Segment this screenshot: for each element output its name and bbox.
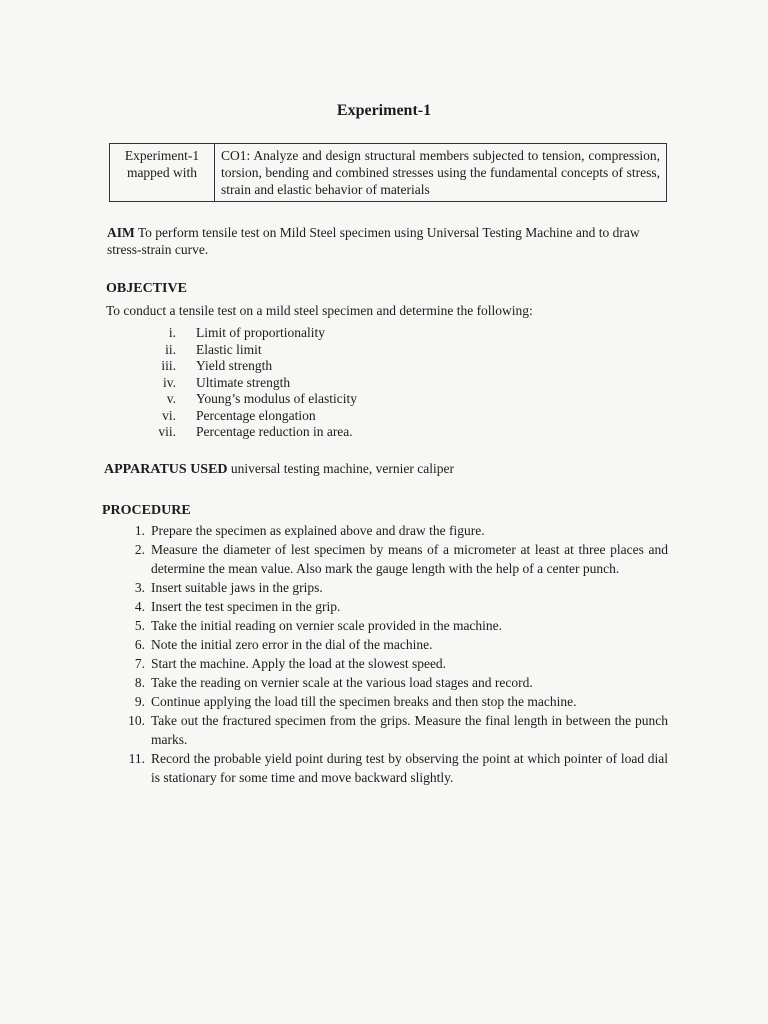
list-item-number: iii. [161, 358, 176, 373]
procedure-step [112, 711, 668, 749]
step-number: 8. [134, 675, 145, 690]
apparatus-section [104, 461, 684, 478]
course-outcome-table [109, 143, 667, 202]
list-item-number: i. [168, 325, 176, 340]
aim-text: To perform tensile test on Mild Steel specimen using Universal Testing Machine and to draw stress-strain curve. [107, 225, 640, 257]
page-title: Experiment-1 [336, 102, 432, 119]
step-text: Take out the fractured specimen from the grips. Measure the final length in between the punch marks. [151, 713, 668, 747]
list-item [140, 325, 357, 342]
step-number: 9. [134, 694, 145, 709]
step-text: Record the probable yield point during test by observing the point at which pointer of load dial is stationary for some time and move backward slightly. [151, 751, 668, 785]
objective-heading: OBJECTIVE [106, 281, 187, 296]
list-item [140, 342, 357, 359]
procedure-list [112, 521, 668, 787]
procedure-step [112, 673, 668, 692]
procedure-step [112, 635, 668, 654]
objective-intro: To conduct a tensile test on a mild steel specimen and determine the following: [106, 303, 533, 318]
step-number: 6. [134, 637, 145, 652]
step-number: 3. [134, 580, 145, 595]
step-text: Note the initial zero error in the dial of the machine. [151, 637, 433, 652]
list-item [140, 408, 357, 425]
procedure-step [112, 692, 668, 711]
step-text: Continue applying the load till the specimen breaks and then stop the machine. [151, 694, 577, 709]
step-number: 7. [134, 656, 145, 671]
objective-list [140, 325, 357, 441]
list-item [140, 391, 357, 408]
step-text: Take the reading on vernier scale at the various load stages and record. [151, 675, 533, 690]
list-item-text: Elastic limit [196, 341, 262, 357]
list-item-number: vi. [162, 407, 176, 423]
step-text: Take the initial reading on vernier scale provided in the machine. [151, 618, 503, 633]
list-item [140, 358, 357, 375]
list-item-number: iv. [163, 374, 176, 390]
co-mapping-label: Experiment-1 mapped with [110, 144, 215, 202]
step-number: 11. [128, 751, 145, 766]
aim-label: AIM [107, 225, 135, 240]
procedure-step [112, 540, 668, 578]
list-item [140, 375, 357, 392]
list-item-number: v. [166, 391, 176, 406]
list-item-number: vii. [158, 424, 176, 439]
apparatus-label: APPARATUS USED [104, 462, 228, 477]
procedure-step [112, 521, 668, 540]
list-item-text: Percentage reduction in area. [196, 424, 353, 439]
list-item-text: Young’s modulus of elasticity [196, 391, 358, 406]
step-text: Measure the diameter of lest specimen by means of a micrometer at least at three places and determine the mean value. Also mark the gauge length with the help of a center punch. [151, 542, 668, 576]
procedure-heading: PROCEDURE [102, 503, 191, 518]
list-item-number: ii. [165, 341, 176, 357]
step-number: 10. [128, 713, 145, 728]
step-number: 5. [134, 618, 145, 633]
step-text: Insert suitable jaws in the grips. [151, 580, 323, 595]
apparatus-text: universal testing machine, vernier caliper [227, 461, 454, 476]
list-item-text: Yield strength [196, 358, 273, 373]
procedure-step [112, 654, 668, 673]
list-item-text: Ultimate strength [196, 374, 291, 390]
procedure-step [112, 616, 668, 635]
course-outcome-row [110, 144, 667, 202]
aim-section [107, 224, 669, 258]
step-text: Start the machine. Apply the load at the slowest speed. [151, 656, 447, 671]
procedure-step [112, 578, 668, 597]
list-item-text: Percentage elongation [196, 407, 316, 423]
procedure-step [112, 597, 668, 616]
list-item-text: Limit of proportionality [196, 325, 325, 340]
co-description: CO1: Analyze and design structural members subjected to tension, compression, torsion, bending and combined stresses using the fundamental concepts of stress, strain and elastic behavior of materials [215, 144, 667, 202]
step-text: Insert the test specimen in the grip. [151, 599, 341, 614]
step-number: 4. [134, 599, 145, 614]
step-number: 2. [134, 542, 145, 557]
step-text: Prepare the specimen as explained above and draw the figure. [151, 523, 485, 538]
step-number: 1. [134, 523, 145, 538]
procedure-step [112, 749, 668, 787]
list-item [140, 424, 357, 441]
